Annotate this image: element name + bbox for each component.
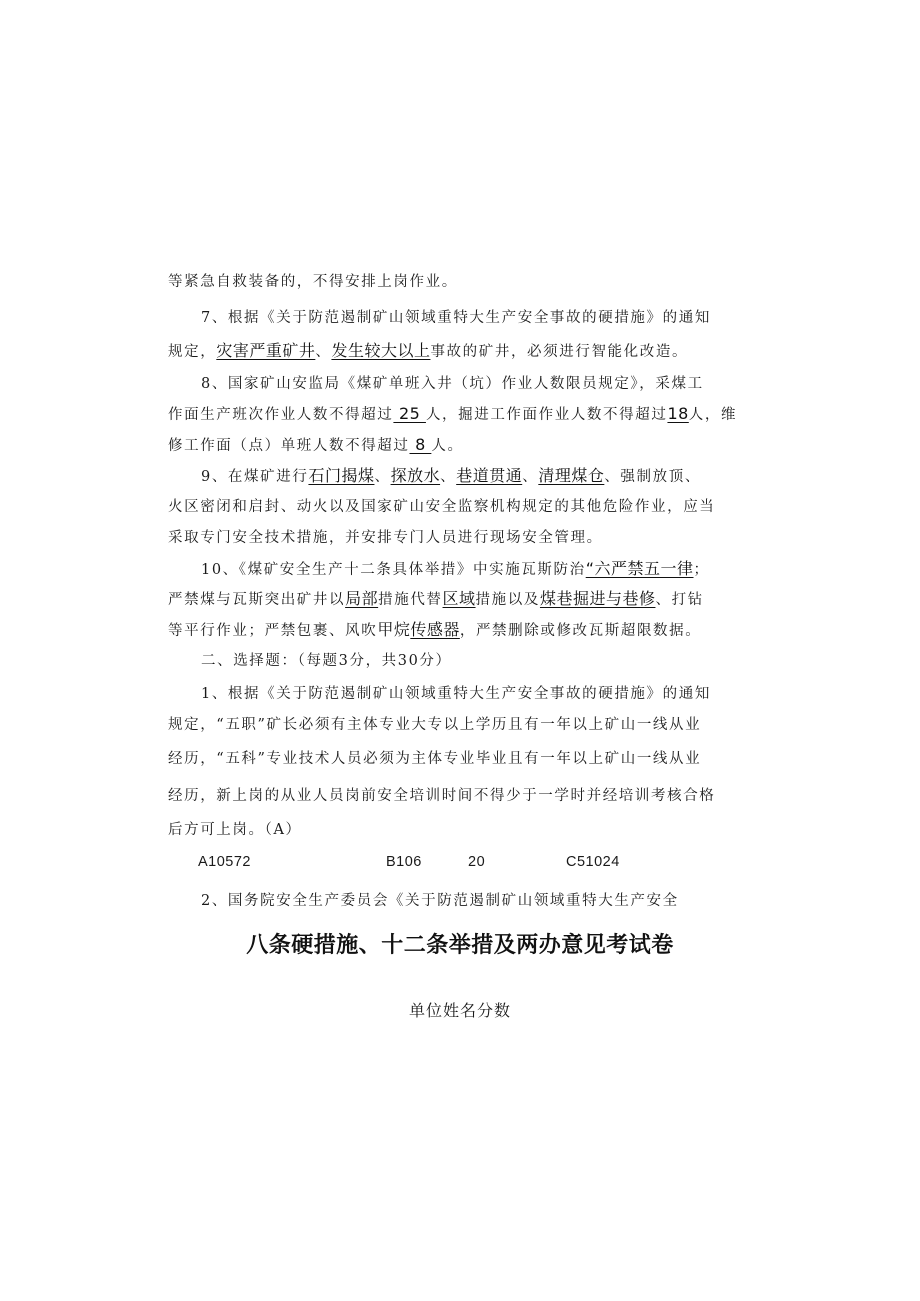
answer-blank: 灾害严重矿井 [216, 341, 316, 360]
choice-question-1-line-4: 经历，新上岗的从业人员岗前安全培训时间不得少于一学时并经培训考核合格 [168, 788, 716, 804]
question-7-line-1: 7、根据《关于防范遏制矿山领域重特大生产安全事故的硬措施》的通知 [201, 310, 711, 326]
question-9-line-3: 采取专门安全技术措施，并安排专门人员进行现场安全管理。 [168, 530, 603, 546]
option-b-value: 20 [468, 854, 486, 870]
question-8-line-3: 修工作面（点）单班人数不得超过 8 人。 [168, 435, 464, 454]
question-9-line-1: 9、在煤矿进行石门揭煤、探放水、巷道贯通、清理煤仓、强制放顶、 [201, 466, 701, 485]
exam-info-line: 单位姓名分数 [408, 1001, 511, 1020]
question-10-line-2: 严禁煤与瓦斯突出矿井以局部措施代替区域措施以及煤巷掘进与巷修、打钻 [168, 589, 704, 608]
option-c: C51024 [566, 854, 620, 870]
answer-blank: 煤巷掘进与巷修 [539, 589, 656, 608]
answer-blank: 25 [393, 404, 426, 423]
option-a: A10572 [198, 854, 251, 870]
answer-blank: 18 [667, 404, 689, 423]
question-7-line-2: 规定，灾害严重矿井、发生较大以上事故的矿井，必须进行智能化改造。 [168, 341, 689, 360]
answer-blank: 清理煤仓 [538, 466, 605, 485]
answer-blank: 8 [409, 435, 432, 454]
answer-blank: 发生较大以上 [331, 341, 431, 360]
question-10-line-1: 10、《煤矿安全生产十二条具体举措》中实施瓦斯防治“六严禁五一律； [201, 559, 710, 578]
answer-blank: “六严禁五一律 [585, 559, 694, 578]
question-8-line-1: 8、国家矿山安监局《煤矿单班入井（坑）作业人数限员规定》，采煤工 [201, 376, 704, 392]
question-9-line-2: 火区密闭和启封、动火以及国家矿山安全监察机构规定的其他危险作业，应当 [168, 499, 716, 515]
choice-question-1-line-5: 后方可上岗。（A） [168, 822, 302, 838]
answer-blank: 石门揭煤 [308, 466, 375, 485]
answer-blank: 局部 [345, 589, 379, 608]
answer-text: 甲烷 [377, 620, 411, 639]
answer-blank: 巷道贯通 [456, 466, 523, 485]
answer-blank: 区域 [442, 589, 476, 608]
question-10-line-3: 等平行作业；严禁包裹、风吹甲烷传感器，严禁删除或修改瓦斯超限数据。 [168, 620, 702, 639]
option-b: B106 [386, 854, 422, 870]
choice-question-1-line-1: 1、根据《关于防范遏制矿山领域重特大生产安全事故的硬措施》的通知 [201, 686, 711, 702]
choice-question-2-line-1: 2、国务院安全生产委员会《关于防范遏制矿山领域重特大生产安全 [201, 893, 679, 909]
exam-title: 八条硬措施、十二条举措及两办意见考试卷 [246, 933, 674, 958]
question-8-line-2: 作面生产班次作业人数不得超过 25 人，掘进工作面作业人数不得超过18人，维 [168, 404, 738, 423]
text-line: 等紧急自救装备的，不得安排上岗作业。 [168, 274, 458, 290]
choice-question-1-line-2: 规定，“五职”矿长必须有主体专业大专以上学历且有一年以上矿山一线从业 [168, 717, 702, 733]
answer-blank: 传感器 [410, 620, 460, 639]
answer-blank: 探放水 [390, 466, 441, 485]
section-heading: 二、选择题：（每题3分，共30分） [201, 653, 452, 669]
choice-question-1-line-3: 经历，“五科”专业技术人员必须为主体专业毕业且有一年以上矿山一线从业 [168, 751, 702, 767]
